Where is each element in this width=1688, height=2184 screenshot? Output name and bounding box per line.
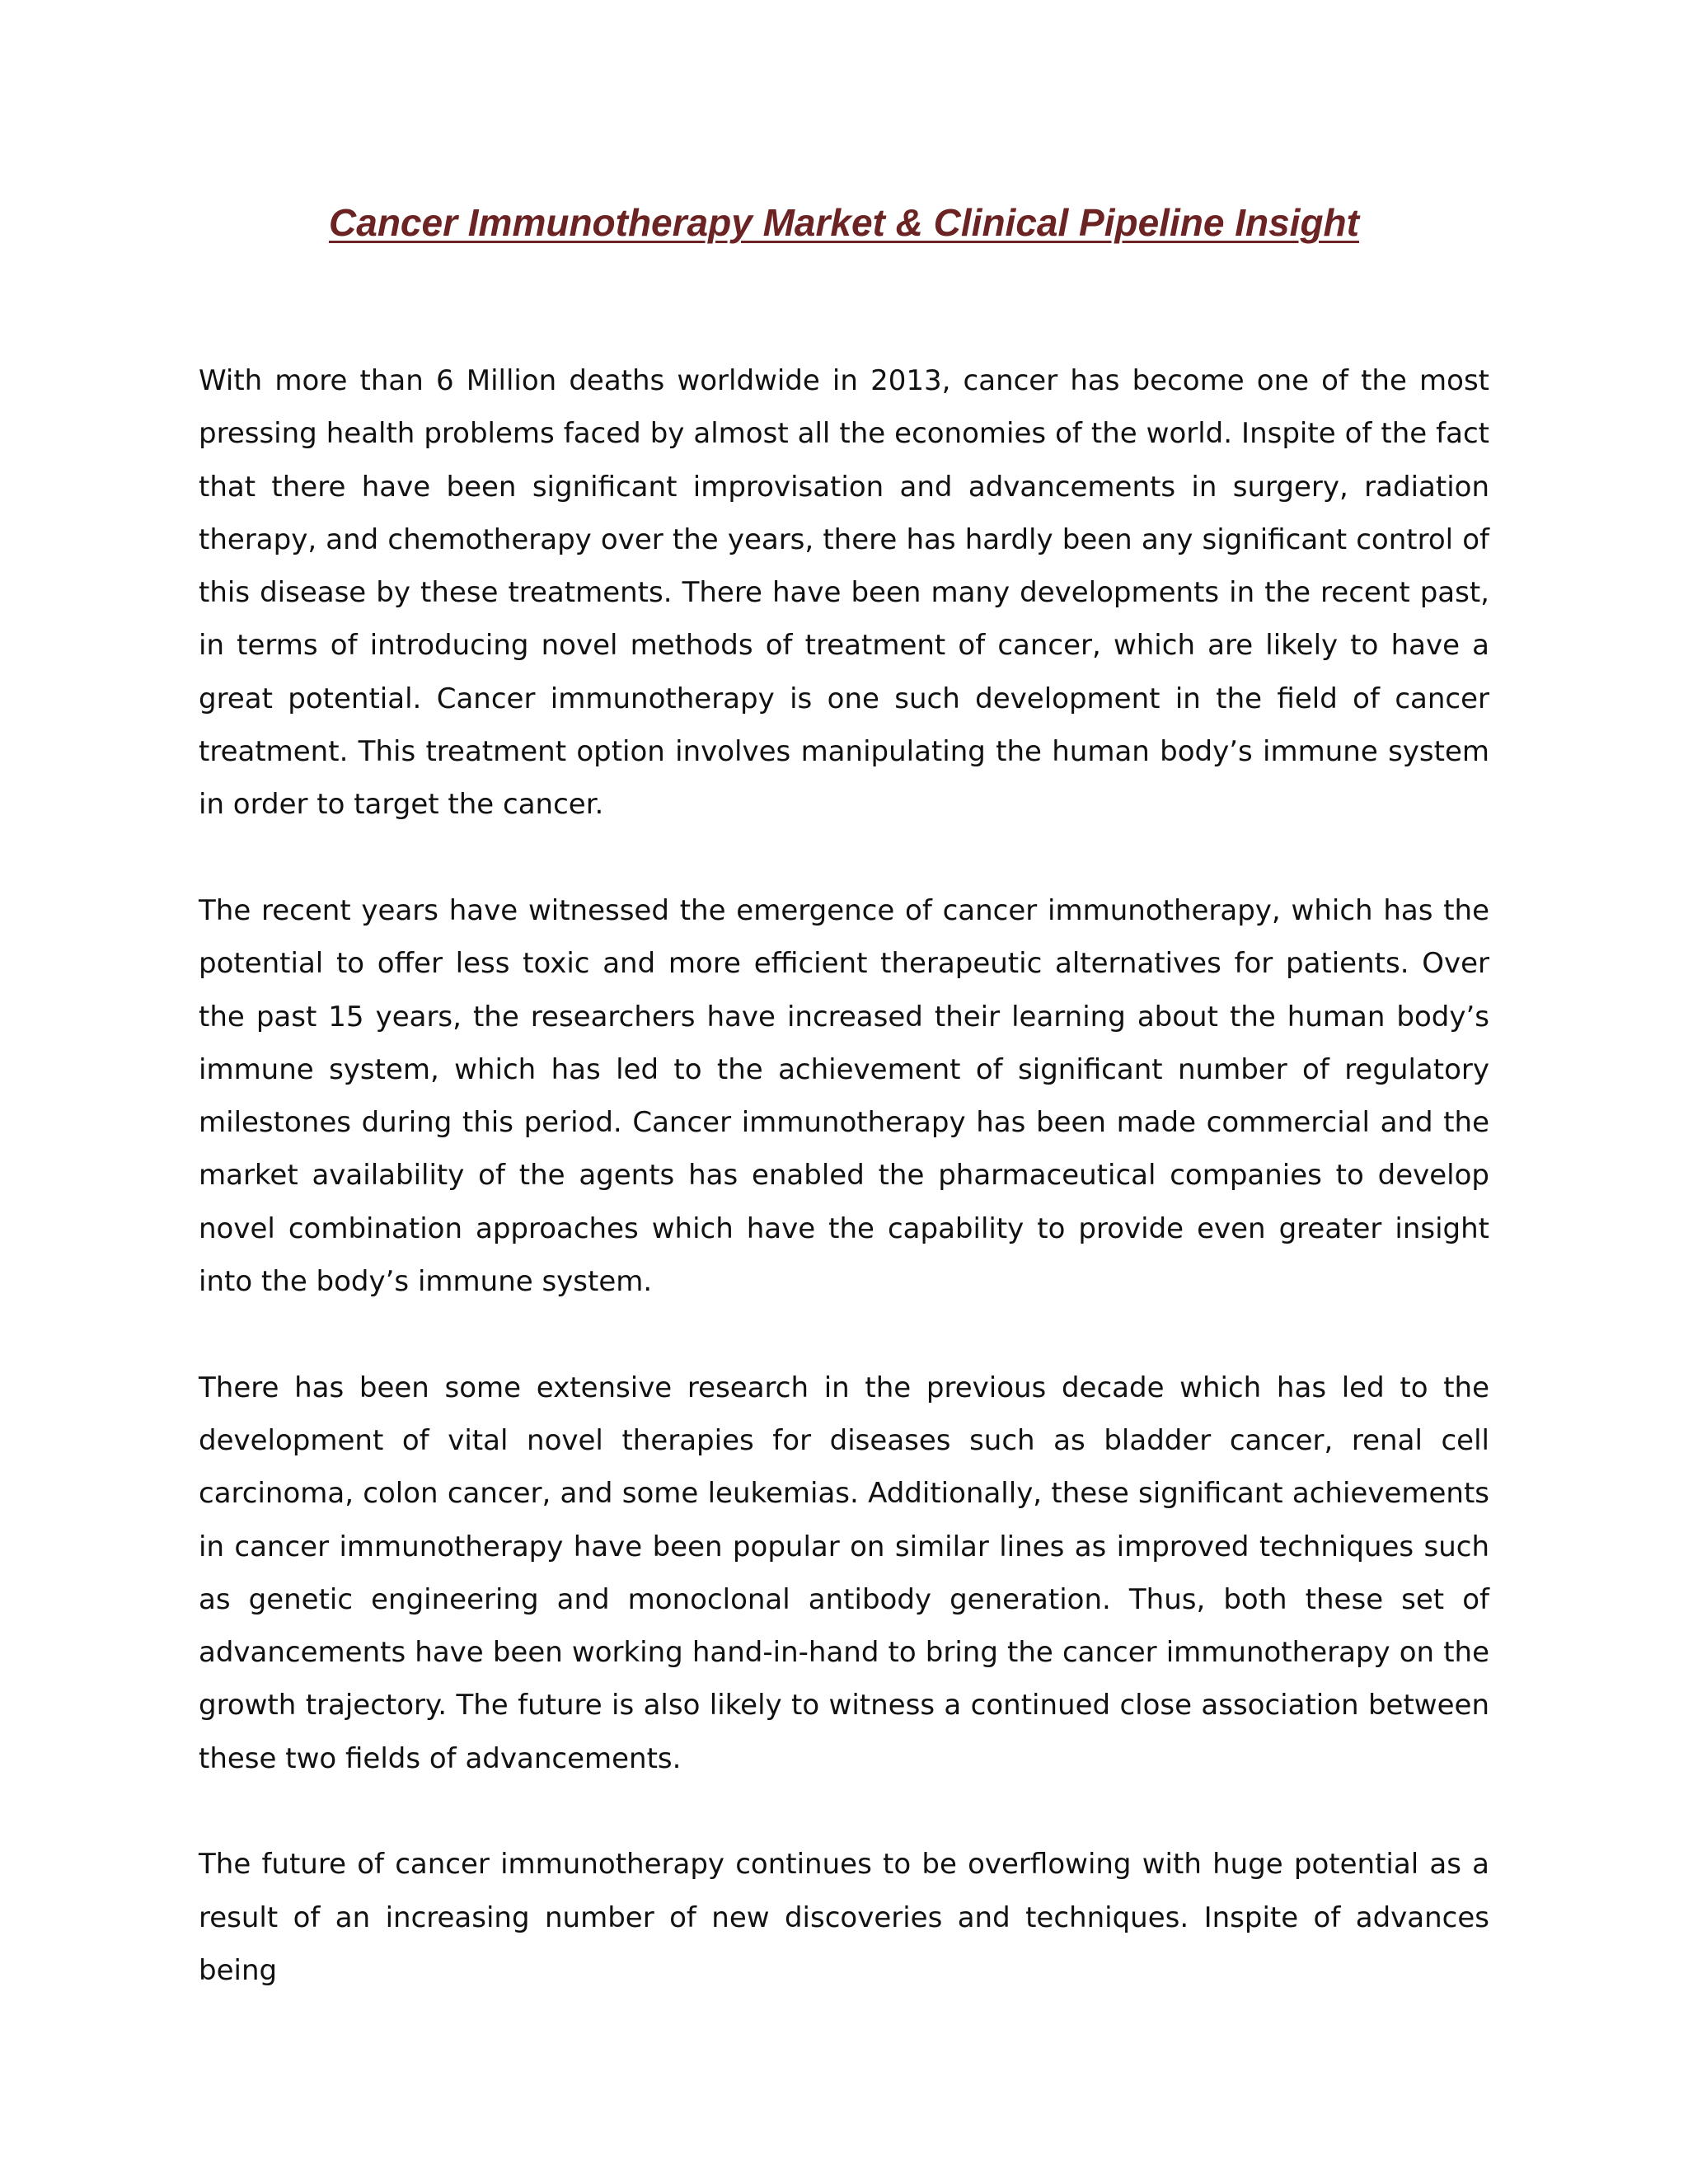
paragraph-3: There has been some extensive research in the previous decade which has led to the development of vital novel therapies for diseases such as bladder cancer, renal cell carcinoma, colon cancer, and some leukemias. Additionally, these significant achievements in cancer immunotherapy have been popular on similar lines as improved techniques such as genetic engineering and monoclonal antibody generation. Thus, both these set of advancements have been working hand-in-hand to bring the cancer immunotherapy on the growth trajectory. The future is also likely to witness a continued close association between these two fields of advancements. [199,1371,1489,1775]
paragraph-1: With more than 6 Million deaths worldwide in 2013, cancer has become one of the most pressing health problems faced by almost all the economies of the world. Inspite of the fact that there have been significant improvisation and advancements in surgery, radiation therapy, and chemotherapy over the years, there has hardly been any significant control of this disease by these treatments. There have been many developments in the recent past, in terms of introducing novel methods of treatment of cancer, which are likely to have a great potential. Cancer immunotherapy is one such development in the field of cancer treatment. This treatment option involves manipulating the human body’s immune system in order to target the cancer. [199,364,1489,822]
paragraph-4: The future of cancer immunotherapy continues to be overflowing with huge potential as a result of an increasing number of new discoveries and techniques. Inspite of advances being [199,1848,1489,1987]
paragraph-2: The recent years have witnessed the emergence of cancer immunotherapy, which has the potential to offer less toxic and more efficient therapeutic alternatives for patients. Over the past 15 years, the researchers have increased their learning about the human body’s immune system, which has led to the achievement of significant number of regulatory milestones during this period. Cancer immunotherapy has been made commercial and the market availability of the agents has enabled the pharmaceutical companies to develop novel combination approaches which have the capability to provide even greater insight into the body’s immune system. [199,893,1489,1299]
document-body [199,354,1489,2050]
document-title: Cancer Immunotherapy Market & Clinical Pipeline Insight [329,201,1359,244]
